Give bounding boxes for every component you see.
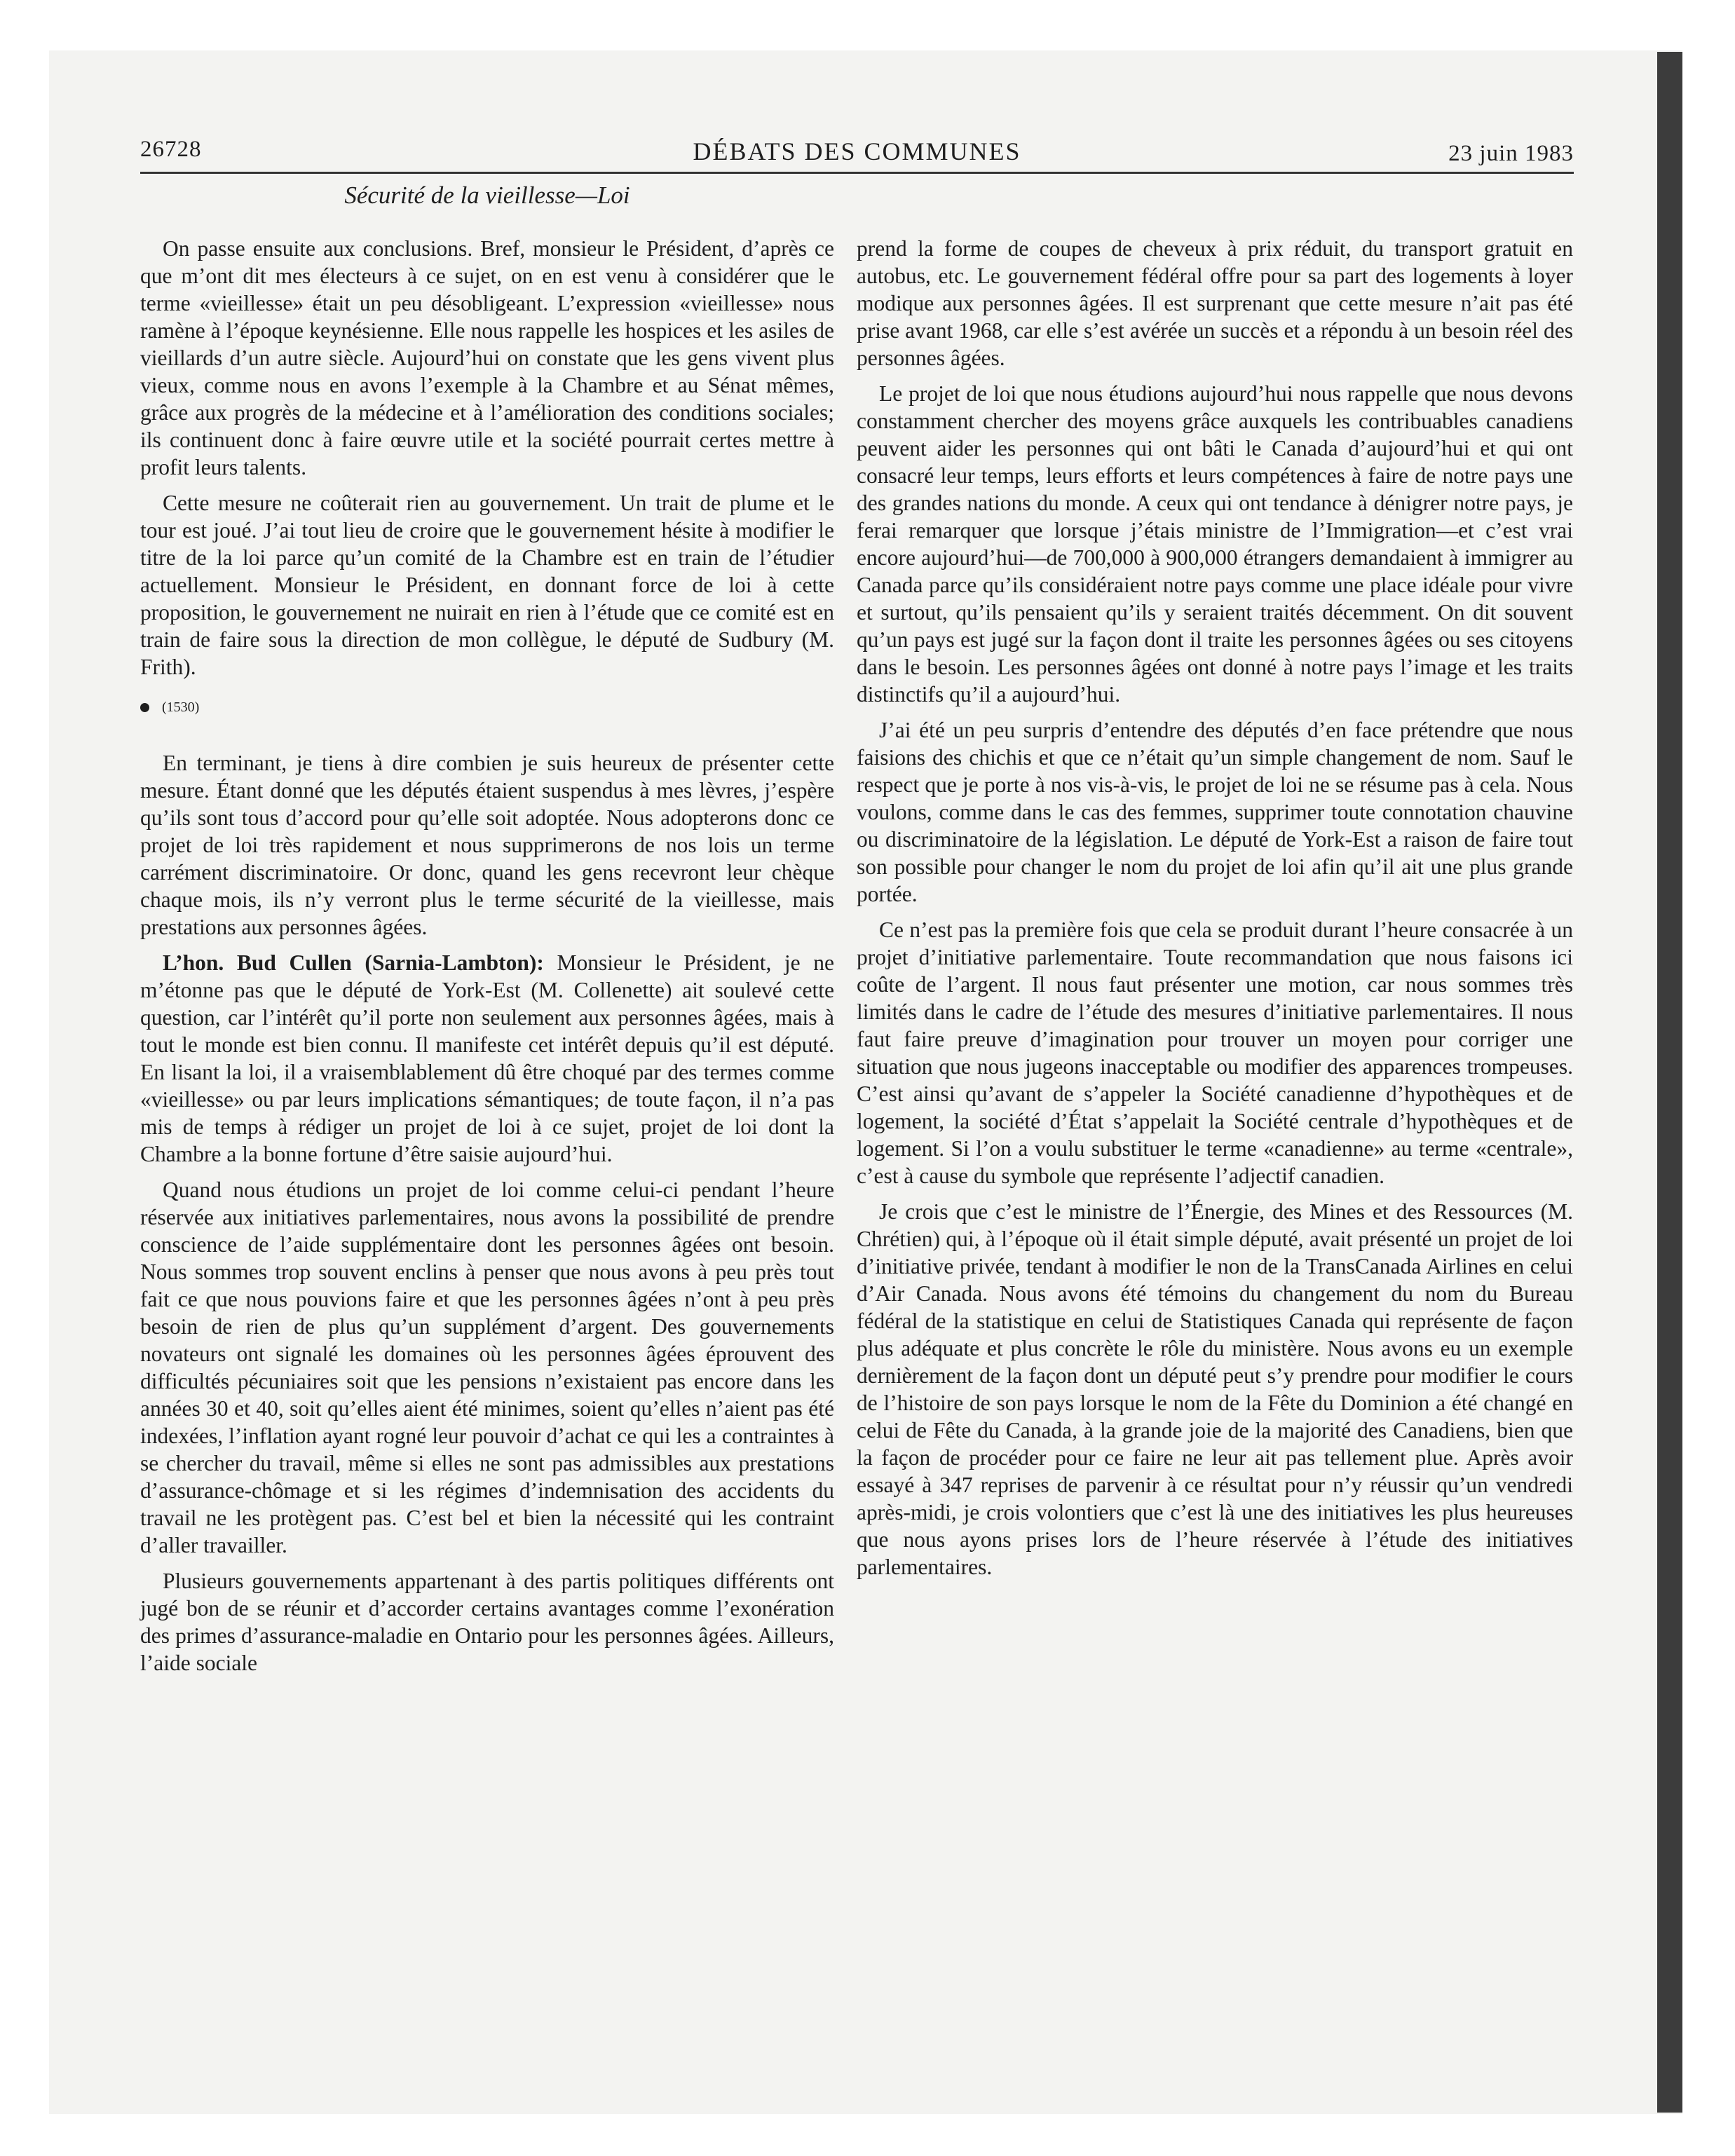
speaker-name: L’hon. Bud Cullen (Sarnia-Lambton): xyxy=(163,950,544,975)
paragraph: Ce n’est pas la première fois que cela se produit durant l’heure consacrée à un projet d’initiative parlementaire. Toute recommandation que nous faisons ici coûte de l’argent. Il nous faut présenter une motion, car nous sommes très limités dans le cadre de l’étude des mesures d’initiative parlementaires. Il nous faut faire preuve d’imagination pour trouver un moyen pour corriger une situation que nous jugeons inacceptable ou modifier des apparences trompeuses. C’est ainsi qu’avant de s’appeler la Société canadienne d’hypothèques et de logement, la société d’État s’appelait la Société centrale d’hypothèques et de logement. Si l’on a voulu substituer le terme «canadienne» au terme «centrale», c’est à cause du symbole que représente l’adjectif canadien. xyxy=(857,917,1573,1188)
page-header xyxy=(140,137,1574,174)
section-subject: Sécurité de la vieillesse—Loi xyxy=(344,182,630,209)
paragraph: Cette mesure ne coûterait rien au gouvernement. Un trait de plume et le tour est joué. J’ai tout lieu de croire que le gouvernement hésite à modifier le titre de la loi parce qu’un comité de la Chambre est en train de l’étudier actuellement. Monsieur le Président, en donnant force de loi à cette proposition, le gouvernement ne nuirait en rien à l’étude que ce comité est en train de faire sous la direction de mon collègue, le député de Sudbury (M. Frith). xyxy=(140,491,834,679)
paragraph: Quand nous étudions un projet de loi comme celui-ci pendant l’heure réservée aux initiatives parlementaires, nous avons la possibilité de prendre conscience de l’aide supplémentaire dont les personnes âgées ont besoin. Nous sommes trop souvent enclins à penser que nous avons à peu près tout fait ce que nous pouvions faire et que les personnes âgées n’ont à peu près besoin de rien de plus qu’un supplément d’argent. Des gouvernements novateurs ont signalé les domaines où les personnes âgées éprouvent des difficultés pécuniaires soit que les pensions n’existaient pas encore dans les années 30 et 40, soit qu’elles aient été minimes, soient qu’elles n’aient pas été indexées, l’inflation ayant rogné leur pouvoir d’achat ce qui les a contraintes à se chercher du travail, même si elles ne sont pas admissibles aux prestations d’assurance-chômage et si les régimes d’indemnisation des accidents du travail ne les protègent pas. C’est bel et bien la nécessité qui les contraint d’aller travailler. xyxy=(140,1178,834,1557)
paragraph: Je crois que c’est le ministre de l’Énergie, des Mines et des Ressources (M. Chrétien) qui, à l’époque où il était simple député, avait présenté un projet de loi d’initiative privée, tendant à modifier le non de la TransCanada Airlines en celui d’Air Canada. Nous avons été témoins du changement du nom du Bureau fédéral de la statistique en celui de Statistiques Canada qui représente de façon plus adéquate et plus concrète le rôle du ministère. Nous avons eu un exemple dernièrement de la façon dont un député peut s’y prendre pour modifier le cours de l’histoire de son pays lorsque le nom de la Fête du Dominion a été changé en celui de Fête du Canada, à la grande joie de la majorité des Canadiens, bien que la façon de procéder pour ce faire ne leur ait pas tellement plue. Après avoir essayé à 347 reprises de parvenir à ce résultat pour n’y réussir qu’un vendredi après-midi, je crois volontiers que c’est là une des initiatives les plus heureuses que nous ayons prises lors de l’heure réservée à l’étude des initiatives parlementaires. xyxy=(857,1199,1573,1579)
time-marker-label: (1530) xyxy=(162,700,200,715)
paragraph: Plusieurs gouvernements appartenant à des partis politiques différents ont jugé bon de se réunir et d’accorder certains avantages comme l’exonération des primes d’assurance-maladie en Ontario pour les personnes âgées. Ailleurs, l’aide sociale xyxy=(140,1569,834,1675)
paragraph: Le projet de loi que nous étudions aujourd’hui nous rappelle que nous devons constamment chercher des moyens grâce auxquels les contribuables canadiens peuvent aider les personnes qui ont bâti le Canada d’aujourd’hui et qui ont consacré leur temps, leurs efforts et leurs compétences à faire de notre pays une des grandes nations du monde. A ceux qui ont tendance à dénigrer notre pays, je ferai remarquer que lorsque j’étais ministre de l’Immigration—et c’est vrai encore aujourd’hui—de 700,000 à 900,000 étrangers demandaient à immigrer au Canada parce qu’ils considéraient notre pays comme une place idéale pour vivre et surtout, qu’ils pensaient qu’ils y seraient traités décemment. On dit souvent qu’un pays est jugé sur la façon dont il traite les personnes âgées ou ses citoyens dans le besoin. Les personnes âgées ont donné à notre pays l’image et les traits distinctifs qu’il a aujourd’hui. xyxy=(857,381,1573,707)
right-column xyxy=(857,235,1573,1589)
page-date: 23 juin 1983 xyxy=(1448,141,1574,166)
speech-paragraph xyxy=(140,949,834,1168)
scan-dark-edge xyxy=(1657,52,1682,2113)
page-number: 26728 xyxy=(140,137,202,162)
speech-text: Monsieur le Président, je ne m’étonne pas que le député de York-Est (M. Collenette) ait soulevé cette question, car l’intérêt qu’il porte non seulement aux personnes âgées, mais à tout le monde est bien connu. Il manifeste cet intérêt depuis qu’il est député. En lisant la loi, il a vraisemblablement dû être choqué par des termes comme «vieillesse» ou par leurs implications sémantiques; de toute façon, il n’a pas mis de temps à rédiger un projet de loi à ce sujet, projet de loi dont la Chambre a la bonne fortune d’être saisie aujourd’hui. xyxy=(140,950,834,1166)
time-marker xyxy=(140,699,834,716)
paragraph: On passe ensuite aux conclusions. Bref, monsieur le Président, d’après ce que m’ont dit mes électeurs à ce sujet, on en est venu à considérer que le terme «vieillesse» était un peu désobligeant. L’expression «vieillesse» nous ramène à l’époque keynésienne. Elle nous rappelle les hospices et les asiles de vieillards d’un autre siècle. Aujourd’hui on constate que les gens vivent plus vieux, comme nous en avons l’exemple à la Chambre et au Sénat mêmes, grâce aux progrès de la médecine et à l’amélioration des conditions sociales; ils continuent donc à faire œuvre utile et la société pourrait certes mettre à profit leurs talents. xyxy=(140,236,834,479)
left-column xyxy=(140,235,834,1685)
publication-title: DÉBATS DES COMMUNES xyxy=(693,137,1021,165)
paragraph: En terminant, je tiens à dire combien je suis heureux de présenter cette mesure. Étant donné que les députés étaient suspendus à mes lèvres, j’espère qu’ils sont tous d’accord pour qu’elle soit adoptée. Nous adopterons donc ce projet de loi très rapidement et nous supprimerons de nos lois un terme carrément discriminatoire. Or donc, quand les gens recevront leur chèque chaque mois, ils n’y verront plus le terme sécurité de la vieillesse, mais prestations aux personnes âgées. xyxy=(140,751,834,939)
paragraph-continued: prend la forme de coupes de cheveux à prix réduit, du transport gratuit en autobus, etc. Le gouvernement fédéral offre pour sa part des logements à loyer modique aux personnes âgées. Il est surprenant que cette mesure n’ait pas été prise avant 1968, car elle s’est avérée un succès et a répondu à un besoin réel des personnes âgées. xyxy=(857,236,1573,370)
paragraph: J’ai été un peu surpris d’entendre des députés d’en face prétendre que nous faisions des chichis et que ce n’était qu’un simple changement de nom. Sauf le respect que je porte à nos vis-à-vis, le projet de loi ne se résume pas à cela. Nous voulons, comme dans le cas des femmes, supprimer toute connotation chauvine ou discriminatoire de la législation. Le député de York-Est a raison de faire tout son possible pour changer le nom du projet de loi afin qu’il ait une plus grande portée. xyxy=(857,718,1573,906)
document-page xyxy=(140,137,1574,1675)
bullet-icon xyxy=(140,703,149,712)
